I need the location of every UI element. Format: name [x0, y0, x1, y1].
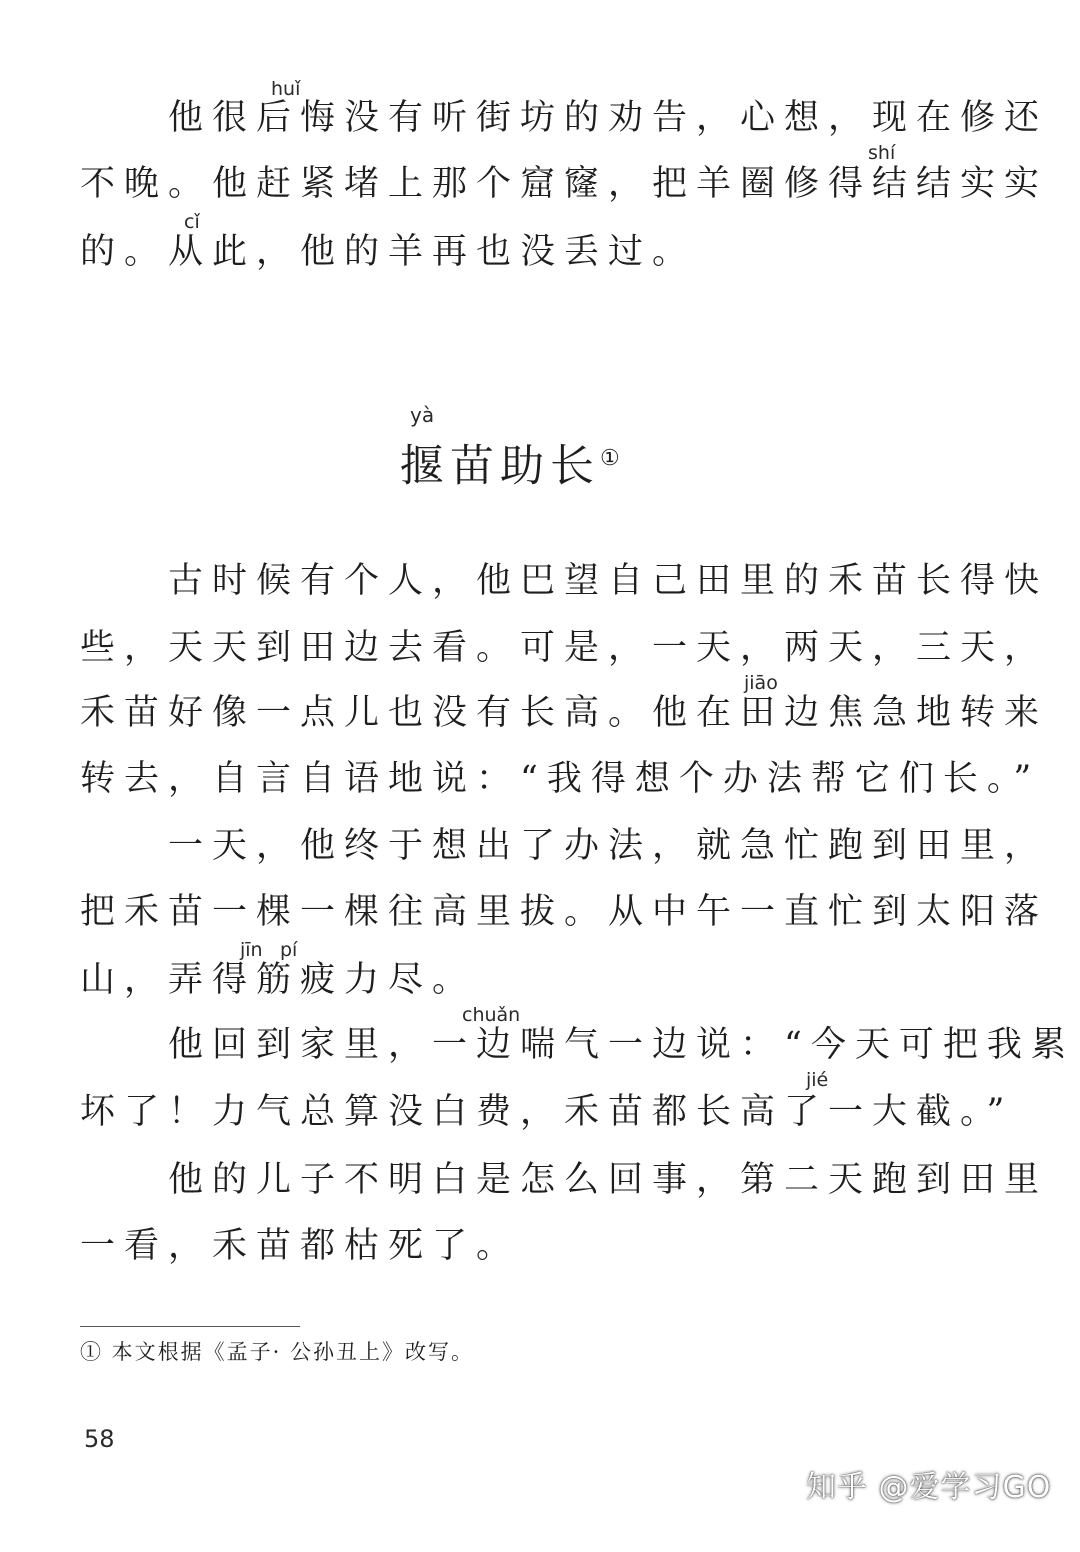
text-line: 山，弄得筋疲力尽。 [80, 960, 477, 1000]
pinyin-ci: cǐ [184, 211, 200, 233]
pinyin-shi: shí [868, 142, 896, 164]
text-line: 禾苗好像一点儿也没有长高。他在田边焦急地转来 [80, 693, 1049, 733]
watermark: 知乎 @爱学习GO [806, 1470, 1052, 1505]
footnote: ① 本文根据《孟子· 公孙丑上》改写。 [80, 1340, 475, 1364]
text-line: 一天，他终于想出了办法，就急忙跑到田里， [80, 826, 1049, 866]
text-line: 不晚。他赶紧堵上那个窟窿，把羊圈修得结结实实 [80, 164, 1049, 204]
text-line: 一看，禾苗都枯死了。 [80, 1226, 521, 1266]
title-pinyin: yà [410, 403, 435, 427]
text-line: 的。从此，他的羊再也没丢过。 [80, 232, 697, 272]
text-line: 转去，自言自语地说：“我得想个办法帮它们长。” [80, 759, 1041, 799]
text-line: 坏了！力气总算没白费，禾苗都长高了一大截。” [80, 1092, 1014, 1132]
text-line: 些，天天到田边去看。可是，一天，两天，三天， [80, 628, 1049, 668]
text-line: 古时候有个人，他巴望自己田里的禾苗长得快 [80, 561, 1049, 601]
pinyin-jie: jié [806, 1069, 829, 1091]
text-line: 把禾苗一棵一棵往高里拔。从中午一直忙到太阳落 [80, 892, 1049, 932]
text-line: 他回到家里，一边喘气一边说：“今天可把我累 [80, 1025, 1075, 1065]
footnote-divider [80, 1326, 300, 1327]
pinyin-jin: jīn [240, 939, 263, 961]
page-number: 58 [84, 1425, 115, 1453]
story-title [400, 434, 620, 492]
pinyin-hui: huǐ [271, 78, 301, 100]
pinyin-jiao: jiāo [744, 672, 778, 694]
text-line: 他的儿子不明白是怎么回事，第二天跑到田里 [80, 1160, 1049, 1200]
pinyin-chuan: chuǎn [462, 1004, 521, 1026]
text-line: 他很后悔没有听街坊的劝告，心想，现在修还 [80, 98, 1049, 138]
title-footnote-mark: ① [600, 446, 620, 471]
story-title-text: 揠苗助长 [400, 440, 600, 492]
pinyin-pi: pí [280, 939, 298, 961]
